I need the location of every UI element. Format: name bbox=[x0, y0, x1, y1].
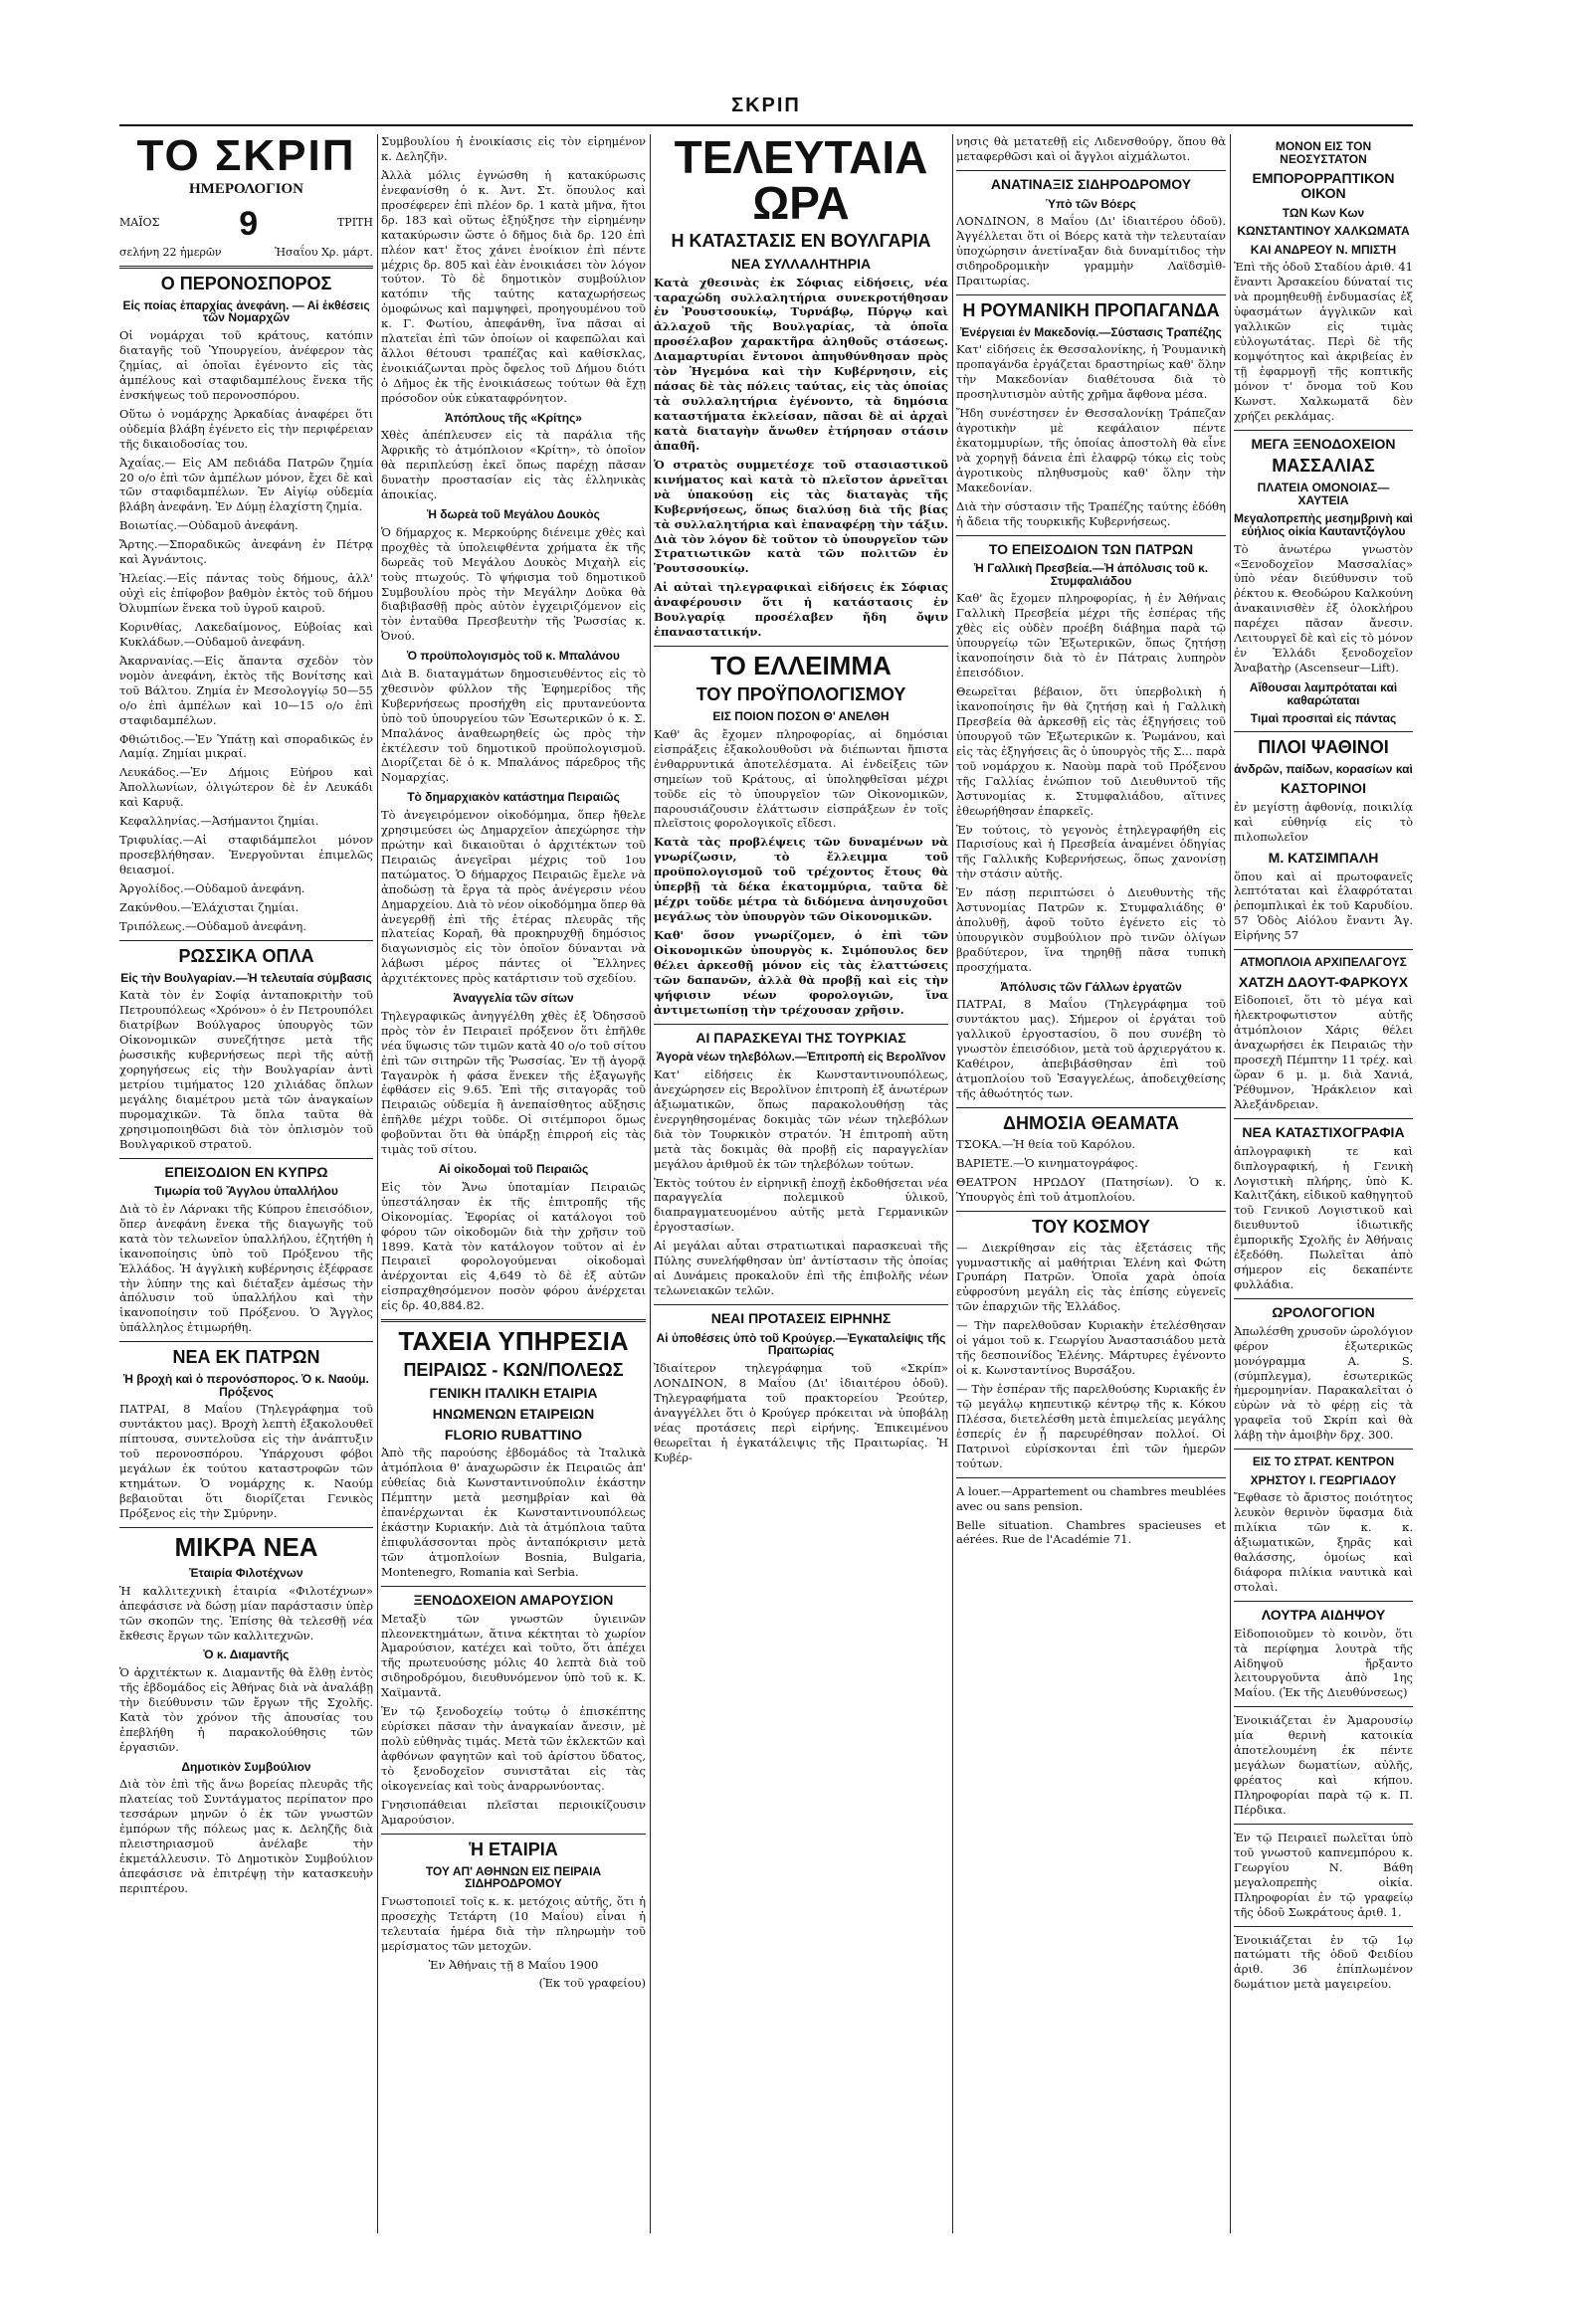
ad-line: ΚΑΣΤΟΡΙΝΟΙ bbox=[1281, 780, 1366, 797]
divider bbox=[654, 1304, 948, 1305]
divider bbox=[1234, 1118, 1413, 1119]
article-subheading: Εἰς τὴν Βουλγαρίαν.—Ἡ τελευταία σύμβασις bbox=[120, 970, 372, 985]
divider bbox=[1234, 1449, 1413, 1450]
paragraph: Συμβουλίου ἡ ἐνοικίασις εἰς τὸν εἰρημένον κ. Δεληζῆν. bbox=[381, 134, 646, 163]
ad-steamship bbox=[1234, 956, 1413, 1112]
ad-hats bbox=[1234, 738, 1413, 943]
paragraph: Αἱ αὐταὶ τηλεγραφικαὶ εἰδήσεις ἐκ Σόφιας ἀναφέρουσιν ὅτι ἡ κατάστασις ἐν Βουλγαρίᾳ προσέλαβεν ἤδη ὄψιν ἐπαναστατικήν. bbox=[654, 580, 948, 640]
article-heading: ΑΝΑΤΙΝΑΞΙΣ ΣΙΔΗΡΟΔΡΟΜΟΥ bbox=[990, 175, 1192, 192]
paragraph: Τὸ ἀνεγειρόμενον οἰκοδόμημα, ὅπερ ἤθελε χρησιμεύσει ὡς Δημαρχεῖον ἀπεχώρησε τὴν πρώτην καὶ δικαιοῦται ὁ ἀρχιτέκτων τοῦ Πειραιῶς ἀνεγεῖραι μέχρις τοῦ 1ου πατώματος. Ὁ δήμαρχος Πειραιῶς ἔμελε νὰ ἀποδώσῃ τὰ ἔργα τὰ πρὸς ἀνέγερσιν νέου Δημαρχείου. Διὰ τὸ νέον οἰκοδόμημα ὅπερ θὰ ἀνεγερθῇ ἐπὶ τῆς ἐτέρας πλευρᾶς τῆς πλατείας Κοραῆ, θὰ προκηρυχθῇ δημόσιος διαγωνισμὸς εἰς τὸν ὁποῖον δύνανται νὰ λάβωσι μέρος πάντες οἱ Ἕλληνες ἀρχιτέκτονες πρὸς κατάρτισιν τοῦ σχεδίου. bbox=[381, 807, 646, 986]
ad-line: ΤΩΝ Κων Κων bbox=[1282, 205, 1365, 220]
ad-line: Μεγαλοπρεπὴς μεσημβρινὴ καὶ εὐήλιος οἰκία Καυταντζόγλου bbox=[1234, 511, 1413, 539]
ad-line: FLORIO RUBATTINO bbox=[444, 1426, 583, 1443]
paragraph: Ἠλείας.—Εἰς πάντας τοὺς δήμους, ἀλλ' οὐχὶ εἰς ἐπίφοβον βαθμὸν ἐκτὸς τοῦ δήμου Ὀλυμπίων ἕνεκα τοῦ ὑγροῦ καιροῦ. bbox=[119, 571, 373, 615]
divider bbox=[119, 1158, 373, 1159]
article-subheading: Ἀγορὰ νέων τηλεβόλων.—Ἐπιτροπὴ εἰς Βερολῖνον bbox=[656, 1050, 946, 1065]
paragraph: Ἀπωλέσθη χρυσοῦν ὡρολόγιον φέρον ἐξωτερικῶς μονόγραμμα Α. S. (σύμπλεγμα), ἐσωτερικῶς ἡμερομηνίαν. Παρακαλεῖται ὁ εὑρὼν νὰ τὸ φέρῃ εἰς τὰ γραφεῖα τοῦ Σκρίπ καὶ θὰ λάβῃ τὴν ἀμοιβὴν δρχ. 300. bbox=[1234, 1323, 1413, 1443]
article-subheading: Τιμωρία τοῦ Ἄγγλου ὑπαλλήλου bbox=[154, 1184, 338, 1199]
article-subheading: ΤΟΥ ΠΡΟΫΠΟΛΟΓΙΣΜΟΥ bbox=[696, 684, 906, 705]
paragraph: Ἄρτης.—Σποραδικῶς ἀνεφάνη ἐν Πέτρᾳ καὶ Ἀγνάντοις. bbox=[119, 537, 373, 567]
ad-line: ΠΛΑΤΕΙΑ ΟΜΟΝΟΙΑΣ—ΧΑΥΤΕΙΑ bbox=[1257, 481, 1390, 507]
section-title: ΤΕΛΕΥΤΑΙΑ ΩΡΑ bbox=[674, 134, 928, 229]
column-divider bbox=[1230, 134, 1231, 2233]
article-subheading: ΕΙΣ ΠΟΙΟΝ ΠΟΣΟΝ Θ' ΑΝΕΛΘΗ bbox=[712, 709, 890, 724]
ad-line: ΠΙΛΟΙ ΨΑΘΙΝΟΙ bbox=[1258, 736, 1389, 757]
article-subheading: Ἐνέργειαι ἐν Μακεδονίᾳ.—Σύστασις Τραπέζης bbox=[960, 324, 1222, 339]
article-subheading: Αἱ ὑποθέσεις ὑπὸ τοῦ Κρούγερ.—Ἐγκαταλείψις τῆς Πραιτωρίας bbox=[656, 1330, 946, 1358]
divider bbox=[381, 1586, 646, 1587]
divider bbox=[956, 1211, 1226, 1212]
ad-line: ΕΙΣ ΤΟ ΣΤΡΑΤ. ΚΕΝΤΡΟΝ bbox=[1252, 1454, 1395, 1469]
divider bbox=[1234, 731, 1413, 732]
paragraph: Εἰς τὸν Ἄνω ὑποταμίαν Πειραιῶς ὑπεστάλησαν ἐκ τῆς ἐπιτροπῆς τῆς Οἰκονομίας. Ἐφορίας οἱ κατάλογοι τοῦ φόρου τῶν οἰκοδομῶν διὰ τὴν χρῆσιν τοῦ 1899. Κατὰ τὸν κατάλογον τοῦτον αἱ ἐν Πειραιεῖ φορολογούμεναι οἰκοδομαὶ ἀνέρχονται εἰς 4,649 τὸ δὲ ἐξ αὐτῶν εἰσπραχθησόμενον ποσὸν φόρου ἀνέρχεται εἰς δρ. 40,884.82. bbox=[381, 1179, 646, 1313]
article-subheading: Ἡ δωρεὰ τοῦ Μεγάλου Δουκὸς bbox=[427, 507, 600, 522]
paragraph: Κατὰ χθεσινὰς ἐκ Σόφιας εἰδήσεις, νέα ταραχώδη συλλαλητήρια συνεκροτήθησαν ἐν Ῥουστσουκίῳ, Τυρνάβῳ, Πύργῳ καὶ ἀλλαχοῦ τῆς Βουλγαρίας, τὰ ὁποῖα προσέλαβον χαρακτῆρα ἀληθοῦς στάσεως. Διαμαρτυρίαι ἔντονοι ἀπηυθύνθησαν πρὸς τὸν Ἡγεμόνα καὶ τὴν Κυβέρνησιν, εἰς πάσας δὲ τὰς πόλεις ταύτας, εἰς τὰς ὁποίας τὰ συλλαλητήρια ἐγένοντο, τὰ δημόσια καταστήματα ἐκλείσαν, πᾶσαι δὲ αἱ ἀρχαὶ κατὰ διαταγὴν ἄνωθεν ἐτήρησαν στάσιν ἀπαθῆ. bbox=[654, 275, 948, 453]
paragraph: Ἀλλὰ μόλις ἐγνώσθη ἡ κατακύρωσις ἐνεφανίσθη ὁ κ. Ἀντ. Στ. ὅπουλος καὶ προσέφερεν ἐπὶ πλέον δρ. 1 κατὰ μῆνα, ἤτοι δρ. 183 καὶ οὕτως ἐξηύξησε τὴν εἰρημένην κατακύρωσιν ὥστε ὁ δῆμος διὰ δρ. 120 ἐπὶ πλέον κατ' ἔτος χάνει ἐνοίκιον ἐπὶ πέντε μέχρις δρ. 805 καὶ ἐὰν ἐνοικιάσει τὸν λόγον τούτον. Τὸ δὲ δημοτικὸν συμβούλιον κατόπιν τῆς ταύτης καταχωρήσεως ὁμοφώνως καὶ παμψηφεὶ, προηγουμένου τοῦ κ. Γ. Φωτίου, ἀπεφάνθη, ἵνα πᾶσαι αἱ πλατεῖαι ἐπὶ τῶν ὁποίων οἱ καφεπῶλαι καὶ ἄλλοι θέτουσι τραπέζας καὶ καθίσκλας, ἐνοικιάζωνται πρὸς ὄφελος τοῦ Δήμου διότι ὁ Δῆμος ἐκ τῆς ἐνοικιάσεως τούτων θὰ ἔχῃ πρόσοδον οὐκ εὐκαταφρόνητον. bbox=[381, 167, 646, 405]
paragraph: Οἱ νομάρχαι τοῦ κράτους, κατόπιν διαταγῆς τοῦ Ὑπουργείου, ἀνέφερον τὰς ζημίας, αἱ ὁποῖαι ἐγένοντο εἰς τὰς ἀμπέλους καὶ σταφιδαμπέλους ἕνεκα τῆς ἐνσκήψεως τοῦ περονοσπόρου. bbox=[119, 328, 373, 402]
article-subheading: Ὑπὸ τῶν Βόερς bbox=[1046, 196, 1136, 211]
ad-watch bbox=[1234, 1305, 1413, 1443]
top-rule bbox=[119, 124, 1413, 126]
paragraph: Αἱ μεγάλαι αὗται στρατιωτικαὶ παρασκευαὶ τῆς Πύλης συνελήφθησαν ὑπ' ἀντίστασιν τῆς ὁποίας αἱ Δυνάμεις προκαλοῦν ἐπὶ τῆς ἐπιβολῆς νέων τελωνειακῶν τελῶν. bbox=[654, 1239, 948, 1298]
column-2 bbox=[381, 134, 646, 2233]
article-subheading: ΝΕΑ ΣΥΛΛΑΛΗΤΗΡΙΑ bbox=[730, 255, 872, 272]
paragraph: Εἰδοποιεῖ, ὅτι τὸ μέγα καὶ ἠλεκτροφωτιστον αὐτῆς ἀτμόπλοιον Χάρις θέλει ἀναχωρήσει ἐκ Πειραιῶς τὴν προσεχῆ Πέμπτην 11 τρέχ. καὶ ὥραν 6 μ. μ. διὰ Χανιά, Ῥέθυμνον, Ἡράκλειον καὶ Ἀλεξάνδρειαν. bbox=[1234, 993, 1413, 1112]
article-subheading: Ἀπόλυσις τῶν Γάλλων ἐργατῶν bbox=[1000, 979, 1182, 994]
article-subheading: Εἰς ποίας ἐπαρχίας ἀνεφάνη. — Αἱ ἐκθέσεις τῶν Νομαρχῶν bbox=[122, 297, 370, 325]
paragraph: ΛΟΝΔΙΝΟΝ, 8 Μαΐου (Δι' ἰδιαιτέρου ὁδοῦ). Ἀγγέλλεται ὅτι οἱ Βόερς κατὰ τὴν τελευταίαν ὑποχώρησιν ἀνετίναξαν διὰ δυναμίτιδος τὴν σιδηροδρομικὴν γραμμὴν Λαϊδσμὶθ-Πραιτωρίας. bbox=[956, 214, 1226, 288]
paragraph: Ὁ ἀρχιτέκτων κ. Διαμαντῆς θὰ ἔλθῃ ἐντὸς τῆς ἑβδομάδος εἰς Ἀθήνας διὰ νὰ ἀναλάβῃ τὴν διεύθυνσιν τῶν ἔργων τῆς Σχολῆς. Κατὰ τὸν χρόνον τῆς ἀπουσίας του ἐπεβλήθη ἡ παρακολούθησις τῶν ἐργασιῶν. bbox=[119, 1665, 373, 1754]
signature: Ἐν Ἀθήναις τῇ 8 Μαΐου 1900 bbox=[428, 1957, 599, 1972]
paragraph: Κατ' εἰδήσεις ἐκ Θεσσαλονίκης, ἡ Ῥουμανικὴ προπαγάνδα ἐργάζεται δραστηρίως καθ' ὅλην τὴν Μακεδονίαν διαθέτουσα διὰ τὸ προσηλυτισμὸν αὐτῆς χρῆμα ἄφθονα μέσα. bbox=[956, 342, 1226, 402]
paragraph: Ὁ στρατὸς συμμετέσχε τοῦ στασιαστικοῦ κινήματος καὶ κατὰ τὸ πλεῖστον ἀρνεῖται νὰ ὑπακούσῃ εἰς τὰς διαταγὰς τῆς Κυβερνήσεως, ὅπως διαλύσῃ διὰ τῆς βίας τὰ συλλαλητήρια καὶ ἐπαναφέρῃ τὴν τάξιν. Διὰ τὸν λόγον δὲ τοῦτον τὸ ὑπουργεῖον τῶν Στρατιωτικῶν κατὰ τῶν πολιτῶν ἐν Ῥουτσσουκίῳ. bbox=[654, 457, 948, 576]
paragraph: Τηλεγραφικῶς ἀνηγγέλθη χθὲς ἐξ Ὀδησσοῦ πρὸς τὸν ἐν Πειραιεῖ πρόξενον ὅτι ἐπῆλθε νέα ὕψωσις τῶν τιμῶν κατὰ 40 ο/ο τοῦ σίτου ἐπὶ τῶν σιτηρῶν τῆς Ῥωσσίας. Ἐν τῇ ἀγορᾷ Ταγανρὸκ ἡ φάσα ἕνεκεν τῆς ἐξαγωγῆς ἐφθάσεν εἰς 9.65. Ἐπὶ τῆς σιταγορᾶς τοῦ Πειραιῶς οὐδεμία ἢ ἀνεπαίσθητος αὔξησις ἐπῆλθε μέχρι τοῦδε. Οἱ σιτέμποροι ὅμως φοβοῦνται ὅτι θὰ ὑπάρξῃ ἐπιρροή εἰς τὰς τιμὰς τοῦ σίτου. bbox=[381, 1008, 646, 1157]
ad-line: ΓΕΝΙΚΗ ΙΤΑΛΙΚΗ ΕΤΑΙΡΙΑ bbox=[429, 1385, 598, 1402]
paragraph: Ἐν τῷ Πειραιεῖ πωλεῖται ὑπὸ τοῦ γνωστοῦ καπνεμπόρου κ. Γεωργίου Ν. Βάθη μεγαλοπρεπὴς οἰκία. Πληροφορίαι ἐν τῷ γραφείῳ τῆς ὁδοῦ Σωκράτους ἀριθ. 1. bbox=[1234, 1830, 1413, 1919]
paragraph: Καθ' ὅσον γνωρίζομεν, ὁ ἐπὶ τῶν Οἰκονομικῶν ὑπουργὸς κ. Σιμόπουλος δεν θέλει ἀρκεσθῇ μόνον εἰς τὰς ἐλαττώσεις τῶν δαπανῶν, ἀλλὰ θὰ προβῇ καὶ εἰς τὴν ψήφισιν νέων φορολογιῶν, ἵνα ἀντιμετωπίσῃ τὴν τρέχουσαν χρῆσιν. bbox=[654, 928, 948, 1017]
ad-line: ΝΕΑ ΚΑΤΑΣΤΙΧΟΓΡΑΦΙΑ bbox=[1242, 1123, 1405, 1140]
divider bbox=[956, 535, 1226, 536]
article-subheading: Ἑταιρία Φιλοτέχνων bbox=[189, 1566, 303, 1581]
paragraph: Ἐνοικιάζεται ἐν τῷ 1ῳ πατώματι τῆς ὁδοῦ Φειδίου ἀριθ. 36 ἐπίπλωμένον δωμάτιον μετὰ μαγειρείου. bbox=[1234, 1932, 1413, 1992]
paragraph: ΤΣΟΚΑ.—Ἡ θεία τοῦ Καρόλου. bbox=[956, 1136, 1135, 1151]
divider bbox=[654, 1024, 948, 1025]
saint: Ἡσαΐου Χρ. μάρτ. bbox=[275, 245, 373, 259]
paragraph: Τριπόλεως.—Οὐδαμοῦ ἀνεφάνη. bbox=[119, 918, 306, 933]
paragraph: Διὰ τὸ ἐν Λάρνακι τῆς Κύπρου ἐπεισόδιον, ὅπερ ἀνεφάνη ἕνεκα τῆς διαγωγῆς τοῦ κατὰ τὸν τελωνεῖον ὑπαλλήλου, ἐζητήθη ἡ ἱκανοποίησις ὑπὸ τοῦ Πρόξενου τῆς Ἑλλάδος. Ἡ ἀγγλικὴ κυβέρνησις ἐξέφρασε τὴν λύπην της καὶ διέταξεν ἀμέσως τὴν ἀπόλυσιν τοῦ ὑπαλλήλου καὶ τὴν ἱκανοποίησιν τοῦ Πρόξενου. Ὁ Ἄγγλος ὑπάλληλος ἐτιμωρήθη. bbox=[119, 1201, 373, 1335]
article-heading: ΡΩΣΣΙΚΑ ΟΠΛΑ bbox=[178, 945, 314, 966]
paragraph: A louer.—Appartement ou chambres meublées avec ou sans pension. bbox=[956, 1483, 1226, 1513]
divider bbox=[119, 1527, 373, 1528]
paragraph: Γνησιοπάθειαι πλεῖσται περιοικίζουσιν Ἀμαρούσιον. bbox=[381, 1797, 646, 1827]
article-heading: Ἡ ΕΤΑΙΡΙΑ bbox=[469, 1839, 558, 1859]
column-4 bbox=[956, 134, 1226, 2233]
paragraph: ἐν μεγίστῃ ἀφθονίᾳ, ποικιλίᾳ καὶ εὐθηνίᾳ εἰς τὸ πιλοπωλεῖον bbox=[1234, 800, 1413, 844]
paragraph: Καθ' ἃς ἔχομεν πληροφορίας, αἱ δημόσιαι εἰσπράξεις ἐξακολουθοῦσι νὰ διέπωνται ἤπιστα ἐνθαρρυντικά ἀποτελέσματα. Αἱ ἐνδείξεις τῶν σημείων τοῦ Κράτους, αἱ ὑποληφθεῖσαι μέχρι τοῦδε εἰς τὸ ὑπουργεῖον τῶν Οἰκονομικῶν, παρουσιάζουσιν ἐλάττωσιν εἰσπράξεων ἐν τοῖς πλεῖστοις φορολογικοῖς εἴδεσι. bbox=[654, 726, 948, 831]
ad-line: Αἴθουσαι λαμπρόταται καὶ καθαρώταται bbox=[1249, 680, 1398, 707]
paragraph: Ἀκαρνανίας.—Εἰς ἅπαντα σχεδὸν τὸν νομὸν ἀνεφάνη, ἐκτὸς τῆς Βονίτσης καὶ τοῦ Βάλτου. Ζημία ἐν Μεσολογγίῳ 50—55 ο/ο ἐπὶ ἀμπέλων καὶ 10—15 ο/ο ἐπὶ σταφιδαμπέλων. bbox=[119, 653, 373, 727]
paragraph: Ἀργολίδος.—Οὐδαμοῦ ἀνεφάνη. bbox=[119, 880, 305, 895]
paragraph: ΠΑΤΡΑΙ, 8 Μαΐου (Τηλεγράφημα τοῦ συντάκτου μας). Σήμερον οἱ ἐργάται τοῦ γαλλικοῦ ἐργοστασίου, ὃ που συνέβη τὸ γνωστὸν ἐπεισόδιον, μετὰ τοῦ ἀρχιεργάτου κ. Καθέιρον, ἀπεβιβάσθησαν ἐπὶ τοῦ ἀτμοπλοίου τοῦ Ἐσαγγελέως, ἀποδειχθείσης τῆς ἀθωότητός των. bbox=[956, 997, 1226, 1101]
paragraph: Μεταξὺ τῶν γνωστῶν ὑγιεινῶν πλεονεκτημάτων, ἅτινα κέκτηται τὸ χωρίον Ἀμαρούσιον, κατέχει καὶ τοῦτο, ὅτι ἀπέχει τῆς πρωτευούσης μόλις 40 λεπτὰ διὰ τοῦ σιδηροδρόμου, διευθυνόμενον ὑπὸ τοῦ κ. Κ. Χαϊμαντᾶ. bbox=[381, 1611, 646, 1700]
article-heading: ΜΙΚΡΑ ΝΕΑ bbox=[174, 1531, 318, 1562]
divider bbox=[119, 266, 373, 269]
divider bbox=[1234, 949, 1413, 950]
paragraph: Χθὲς ἀπέπλευσεν εἰς τὰ παράλια τῆς Ἀφρικῆς τὸ ἀτμόπλοιον «Κρίτη», τὸ ὁποῖον θὰ περιπλεύσῃ ἐκεῖ ὅπως παρέχῃ πᾶσαν δυνατὴν προστασίαν εἰς τὰς ἑλληνικὰς ἀποικίας. bbox=[381, 428, 646, 502]
paragraph: Διὰ Β. διαταγμάτων δημοσιευθέντος εἰς τὸ χθεσινὸν φύλλον τῆς Ἐφημερίδος τῆς Κυβερνήσεως προσήχθη εἰς πρυτανεύοντα ὑπὸ τοῦ ὑπουργείου τῶν Ἐσωτερικῶν ὁ κ. Σ. Μπαλάνος ἀναθεωρηθείς ὡς πρὸς τὴν ἐκτέλεσιν τοῦ δημοτικοῦ προϋπολογισμοῦ. Διορίζεται δὲ ὁ κ. Μπαλάνος πάρεδρος τῆς Νομαρχίας. bbox=[381, 666, 646, 785]
article-subheading: Ὁ προϋπολογισμὸς τοῦ κ. Μπαλάνου bbox=[407, 649, 620, 664]
article-heading: ΝΕΑ ΕΚ ΠΑΤΡΩΝ bbox=[172, 1347, 320, 1368]
paragraph: Ἀχαΐας.— Εἰς ΑΜ πεδιάδα Πατρῶν ζημία 20 ο/ο ἐπὶ τῶν ἀμπέλων μόνον, ἔχει δὲ καὶ τῶν σταφιδαμπέλων. Ἐν Αἰγίῳ οὐδεμία βλάβη ἀνεφάνη. Ἐν Δύμῃ ἐλαχίστη ζημία. bbox=[119, 455, 373, 514]
article-heading: Ο ΠΕΡΟΝΟΣΠΟΡΟΣ bbox=[160, 273, 332, 293]
article-heading: ΕΠΕΙΣΟΔΙΟΝ ΕΝ ΚΥΠΡΩ bbox=[164, 1163, 328, 1180]
weekday: ΤΡΙΤΗ bbox=[336, 216, 373, 230]
paragraph: Ζακύνθου.—Ἐλάχισται ζημίαι. bbox=[119, 899, 299, 914]
newspaper-page bbox=[119, 95, 1413, 2233]
paragraph: — Διεκρίθησαν εἰς τὰς ἐξετάσεις τῆς γυμναστικῆς αἱ μαθήτριαι Ἑλένη καὶ Φώτη Γρυπάρη Πατρῶν. Ὁποῖα χαρὰ ὁποία εὐφροσύνη μεγάλη εἰς τὰς ἐπίσης εὐγενεῖς τῶν ἐπαρχιῶν τῆς Ἑλλάδος. bbox=[956, 1240, 1226, 1314]
ad-hotel bbox=[1234, 437, 1413, 725]
paragraph: Διὰ τὸν ἐπὶ τῆς ἄνω βορείας πλευρᾶς τῆς πλατείας τοῦ Συντάγματος περίπατον προ τεσσάρων μηνῶν ὁ ἐκ τῶν γνωστῶν ἐμπόρων τῆς πόλεως μας κ. Δεληζῆς διὰ πλειστηριασμοῦ ἀνέλαβε τὴν ἐκμετάλλευσιν. Τὸ Δημοτικὸν Συμβούλιον ἀπεφάσισε νὰ ἐπιτρέψῃ τὴν κατασκευὴν περιπτέρου. bbox=[119, 1777, 373, 1895]
article-heading: ΤΟ ΕΛΛΕΙΜΜΑ bbox=[710, 651, 892, 681]
masthead-title: ΤΟ ΣΚΡΙΠ bbox=[136, 134, 356, 180]
divider bbox=[1234, 1926, 1413, 1927]
paragraph: ΘΕΑΤΡΟΝ ΗΡΩΔΟΥ (Πατησίων). Ὁ κ. Ὑπουργὸς ἐπὶ τοῦ ἀτμοπλοίου. bbox=[956, 1174, 1226, 1204]
divider bbox=[381, 1319, 646, 1322]
ad-line: Τιμαὶ προσιταὶ εἰς πάντας bbox=[1250, 711, 1397, 726]
article-heading: ΑΙ ΠΑΡΑΣΚΕΥΑΙ ΤΗΣ ΤΟΥΡΚΙΑΣ bbox=[696, 1029, 906, 1046]
paragraph: Γνωστοποιεῖ τοῖς κ. κ. μετόχοις αὐτῆς, ὅτι ἡ προσεχὴς Τετάρτη (10 Μαΐου) εἶναι ἡ τελευταία ἡμέρα διὰ τὴν πληρωμὴν τοῦ μερίσματος τῶν μετοχῶν. bbox=[381, 1893, 646, 1953]
paragraph: Εἰδοποιοῦμεν τὸ κοινὸν, ὅτι τὰ περίφημα λουτρὰ τῆς Αἰδηψοῦ ἤρξαντο λειτουργοῦντα ἀπὸ 1ης Μαΐου. (Ἐκ τῆς Διευθύνσεως) bbox=[1234, 1626, 1413, 1700]
article-subheading: Ἡ Γαλλικὴ Πρεσβεία.—Ἡ ἀπόλυσις τοῦ κ. Στυμφαλιάδου bbox=[973, 561, 1209, 588]
article-heading: ΤΟΥ ΚΟΣΜΟΥ bbox=[1032, 1216, 1150, 1237]
date-row bbox=[119, 202, 373, 246]
article-heading: ΞΕΝΟΔΟΧΕΙΟΝ ΑΜΑΡΟΥΣΙΟΝ bbox=[413, 1591, 614, 1608]
paragraph: Λευκάδος.—Ἐν Δήμοις Εὐήρου καὶ Ἀπολλωνίων, ὀλιγώτερον δὲ ἐν Λευκάδι καὶ Καρυᾷ. bbox=[119, 765, 373, 810]
article-subheading: Ὁ κ. Διαμαντῆς bbox=[203, 1647, 290, 1662]
paragraph: Κατὰ τὸν ἐν Σοφίᾳ ἀνταποκριτὴν τοῦ Πετρουπόλεως «Χρόνου» ὁ ἐν Πετρουπόλει διατρίβων Βούλγαρος ὑπουργὸς τῶν Οἰκονομικῶν συνεζήτησε μετὰ τῆς ῥωσσικῆς κυβερνήσεως περὶ τῆς αὐτῇ χορηγήσεως εἰς τὴν Βουλγαρίαν ἀντὶ μετρίου τιμήματος 120 χιλιάδας ὅπλων μεγάλης διαμέτρου μετὰ τῶν ἀναγκαίων πυρομαχικῶν. Τὰ ὅπλα ταῦτα θὰ χρησιμοποιηθῶσι διὰ τὸν ὁπλισμὸν τοῦ Βουλγαρικοῦ στρατοῦ. bbox=[119, 988, 373, 1151]
paragraph: ΠΑΤΡΑΙ, 8 Μαΐου (Τηλεγράφημα τοῦ συντάκτου μας). Βροχὴ λεπτὴ ἐξακολουθεῖ πίπτουσα, συντελοῦσα εἰς τὴν ἀνάπτυξιν τοῦ περονοσπόρου. Ὑπάρχουσι φόβοι μεγάλων ἐκ τούτου καταστροφῶν τῶν κτημάτων. Ὁ νομάρχης κ. Ναούμ βεβαιοῦται ὅτι διορίζεται Γενικὸς Πρόξενος εἰς τὴν Σμύρνην. bbox=[119, 1402, 373, 1520]
ad-line: Μ. ΚΑΤΣΙΜΠΑΛΗ bbox=[1268, 849, 1379, 866]
article-heading: ΔΗΜΟΣΙΑ ΘΕΑΜΑΤΑ bbox=[1003, 1113, 1179, 1134]
paragraph: Ἡ καλλιτεχνικὴ ἑταιρία «Φιλοτέχνων» ἀπεφάσισε νὰ δώσῃ μίαν παράστασιν ὑπὲρ τῶν σκοπῶν της. Ἐπίσης θὰ τελεσθῇ νέα ἔκθεσις ἔργων τῶν καλλιτεχνῶν. bbox=[119, 1583, 373, 1643]
ad-line: ΩΡΟΛΟΓΟΓΙΟΝ bbox=[1272, 1304, 1375, 1321]
column-3 bbox=[654, 134, 948, 2233]
divider bbox=[956, 294, 1226, 295]
ad-line: ΜΕΓΑ ΞΕΝΟΔΟΧΕΙΟΝ bbox=[1251, 435, 1396, 452]
paragraph: Βοιωτίας.—Οὐδαμοῦ ἀνεφάνη. bbox=[119, 518, 298, 533]
ad-line: ΜΟΝΟΝ ΕΙΣ ΤΟΝ ΝΕΟΣΥΣΤΑΤΟΝ bbox=[1275, 139, 1372, 166]
paragraph: ΒΑΡΙΕΤΕ.—Ὁ κινηματογράφος. bbox=[956, 1155, 1138, 1170]
article-subheading: Δημοτικὸν Συμβούλιον bbox=[181, 1759, 311, 1774]
moon: σελήνη 22 ἡμερῶν bbox=[119, 245, 222, 259]
paragraph: Belle situation. Chambres spacieuses et aérées. Rue de l'Académie 71. bbox=[956, 1517, 1226, 1547]
article-subheading: ΤΟΥ ΑΠ' ΑΘΗΝΩΝ ΕΙΣ ΠΕΙΡΑΙΑ ΣΙΔΗΡΟΔΡΟΜΟΥ bbox=[425, 1863, 602, 1891]
paragraph: Θεωρεῖται βέβαιον, ὅτι ὑπερβολικὴ ἡ ἱκανοποίησις ἣν θὰ ζητήσῃ καὶ ἡ Γαλλικὴ Πρεσβεία θὰ ἀρκεσθῇ εἰς τὰς ἐξηγήσεις τοῦ ὑπουργοῦ τῶν Ἐξωτερικῶν κ. Ῥωμάνου, καὶ εἰς τὰς ἐξηγήσεις ἃς ὁ ὑπουργὸς τῆς Σ... παρὰ τοῦ νομάρχου κ. Ναοὺμ παρὰ τοῦ Πρόξενου τῆς Γαλλίας ἐνώπιον τοῦ Διευθυντοῦ τῆς Ἀστυνομίας κ. Στυμφαλιάδου, αἵτινες ἐθεωρήθησαν ἐπαρκεῖς. bbox=[956, 684, 1226, 818]
paragraph: Διὰ τὴν σύστασιν τῆς Τραπέζης ταύτης ἐδόθη ἡ ἄδεια τῆς τουρκικῆς Κυβερνήσεως. bbox=[956, 498, 1226, 528]
date-row-2 bbox=[119, 246, 373, 260]
divider bbox=[956, 170, 1226, 171]
paragraph: Κεφαλληνίας.—Ἀσήμαντοι ζημίαι. bbox=[119, 814, 319, 829]
article-subheading: Ἡ βροχὴ καὶ ὁ περονόσπορος. Ὁ κ. Ναούμ. Πρόξενος bbox=[123, 1372, 369, 1399]
paragraph: Ἐνοικιάζεται ἐν Ἀμαρουσίῳ μία θερινὴ κατοικία ἀποτελουμένη ἐκ πέντε μεγάλων δωματίων, αὐλῆς, φρέατος καὶ κήπου. Πληροφορίαι παρὰ τῷ κ. Π. Πέρδικα. bbox=[1234, 1713, 1413, 1817]
paragraph: Ἐν τούτοις, τὸ γεγονὸς ἐτηλεγραφήθη εἰς Παρισίους καὶ ἡ Πρεσβεία ἀναμένει ὁδηγίας τῆς Γαλλικῆς Κυβερνήσεως, ὅπως χανονίσῃ τὴν στάσιν αὐτῆς. bbox=[956, 822, 1226, 881]
divider bbox=[956, 1477, 1226, 1478]
running-head: ΣΚΡΙΠ bbox=[731, 95, 801, 116]
article-subheading: Ἀναγγελία τῶν σίτων bbox=[453, 991, 574, 1006]
divider bbox=[1234, 1824, 1413, 1825]
ad-baths bbox=[1234, 1608, 1413, 1700]
ad-line: ΕΜΠΟΡΟΡΡΑΠΤΙΚΟΝ ΟΙΚΟΝ bbox=[1252, 170, 1395, 201]
divider bbox=[119, 1341, 373, 1342]
column-divider bbox=[377, 134, 378, 2233]
ad-line: ΚΑΙ ΑΝΔΡΕΟΥ Ν. ΜΠΙΣΤΗ bbox=[1250, 242, 1397, 257]
paragraph: Ἔφθασε τὸ ἄριστος ποιότητος λευκὸν θερινὸν ὕφασμα διὰ πιλίκια τῶν κ. κ. ἀξιωματικῶν, ξηρᾶς καὶ θαλάσσης, ὁμοίως καὶ διάφορα πιλίκια ναυτικὰ καὶ στολαὶ. bbox=[1234, 1490, 1413, 1595]
paragraph: Ἐν τῷ ξενοδοχείῳ τούτῳ ὁ ἐπισκέπτης εὑρίσκει πᾶσαν τὴν ἀναγκαίαν ἄνεσιν, μὲ πολὺ εὐθηνὰς τιμάς. Μετὰ τῶν ἐκλεκτῶν καὶ ἀφθόνων φαγητῶν καὶ τοῦ ἀρίστου ὕδατος, τὸ ξενοδοχεῖον συνιστᾶται εἰς τὰς οἰκογενείας καὶ τοὺς ἀναρρωνύοντας. bbox=[381, 1704, 646, 1793]
paragraph: Ἐν πάσῃ περιπτώσει ὁ Διευθυντὴς τῆς Ἀστυνομίας Πατρῶν κ. Στυμφαλιάδης θ' ἀπολυθῇ, ἀφοῦ τοῦτο ἐγένετο εἰς τὸ ὑπουργικὸν συμβούλιον πρὸ τινῶν ὀλίγων βραδύτερον, ἵνα τηρηθῇ πᾶσα τυπικὴ προσχήματα. bbox=[956, 885, 1226, 974]
ad-line: ΧΑΤΖΗ ΔΑΟΥΤ-ΦΑΡΚΟΥΧ bbox=[1238, 973, 1409, 990]
ad-line: ΚΩΝΣΤΑΝΤΙΝΟΥ ΧΑΛΚΩΜΑΤΑ bbox=[1237, 224, 1410, 239]
article-subheading: Αἱ οἰκοδομαὶ τοῦ Πειραιῶς bbox=[438, 1162, 589, 1177]
ad-line: ΠΕΙΡΑΙΩΣ - ΚΩΝ/ΠΟΛΕΩΣ bbox=[403, 1360, 624, 1381]
ad-line: ΑΤΜΟΠΛΟΙΑ ΑΡΧΙΠΕΛΑΓΟΥΣ bbox=[1240, 955, 1407, 970]
paragraph: Τριφυλίας.—Αἱ σταφιδάμπελοι μόνον προσεβλήθησαν. Ἐνεργοῦνται ἐπιμελῶς θειασμοί. bbox=[119, 833, 373, 876]
article-heading: ΝΕΑΙ ΠΡΟΤΑΣΕΙΣ ΕΙΡΗΝΗΣ bbox=[710, 1310, 892, 1327]
article-heading: ΤΟ ΕΠΕΙΣΟΔΙΟΝ ΤΩΝ ΠΑΤΡΩΝ bbox=[988, 540, 1194, 557]
ad-tailor bbox=[1234, 140, 1413, 424]
paragraph: Κορινθίας, Λακεδαίμονος, Εὐβοίας καὶ Κυκλάδων.—Οὐδαμοῦ ἀνεφάνη. bbox=[119, 619, 373, 649]
day-number: 9 bbox=[239, 204, 259, 243]
divider bbox=[119, 940, 373, 941]
divider bbox=[1234, 430, 1413, 431]
month: ΜΑΪΟΣ bbox=[119, 216, 160, 230]
divider bbox=[654, 646, 948, 647]
divider bbox=[1234, 1601, 1413, 1602]
masthead bbox=[119, 134, 373, 260]
column-divider bbox=[650, 134, 651, 2233]
divider bbox=[1234, 1298, 1413, 1299]
paragraph: — Τὴν ἐσπέραν τῆς παρελθούσης Κυριακῆς ἐν τῷ μεγάλῳ κηπευτικῷ κέντρῳ τῆς κ. Κόκου Πλέσσα, διετελέσθη μετὰ ἐπιμελείας μεγάλης ἑσπερίς ἐν ᾗ παρευρέθησαν πολλοί. Οἱ Πατρινοὶ εὐρίσκονται ἐπὶ τῶν ἡμερῶν τούτων. bbox=[956, 1382, 1226, 1470]
paragraph: Κατὰ τὰς προβλέψεις τῶν δυναμένων νὰ γνωρίζωσιν, τὸ ἔλλειμμα τοῦ προϋπολογισμοῦ τοῦ τρέχοντος ἔτους θὰ ὑπερβῇ τὰ δέκα ἑκατομμύρια, ταῦτα δὲ μέχρι τοῦδε μέτρα τὰ διδόμενα ἀνησυχοῦσι μεγάλως τὸν ὑπουργὸν τῶν Οἰκονομικῶν. bbox=[654, 835, 948, 924]
ad-line: ΛΟΥΤΡΑ ΑΙΔΗΨΟΥ bbox=[1261, 1606, 1386, 1623]
paragraph: Κατ' εἰδήσεις ἐκ Κωνσταντινουπόλεως, ἀνεχώρησεν εἰς Βερολῖνον ἐπιτροπὴ ἐξ ἀνωτέρων ἀξιωματικῶν, ὅπως παρακολουθήσῃ τὰς ἐνεργηθησομένας δοκιμὰς τῶν νέων τηλεβόλων διὰ τὸν Τουρκικὸν στρατόν. Ἡ ἐπιτροπὴ αὕτη μετὰ τὰς δοκιμὰς θὰ προβῇ εἰς παραγγελίαν μεγάλου ἀριθμοῦ ἐκ τῶν τηλεβόλων τούτων. bbox=[654, 1066, 948, 1171]
paragraph: Ἤδη συνέστησεν ἐν Θεσσαλονίκῃ Τράπεζαν ἀγροτικὴν μὲ κεφάλαιον πέντε ἑκατομμυρίων, τῆς ὁποίας ἀποστολὴ θὰ εἶνε νὰ χορηγῇ δάνεια ἐπὶ ἐλαφρῷ τόκῳ εἰς τοὺς ἀγροτικοὺς πληθυσμοὺς καθ' ὅλην τὴν Μακεδονίαν. bbox=[956, 406, 1226, 494]
divider bbox=[956, 1107, 1226, 1108]
paragraph: ἁπλογραφικὴ τε καὶ διπλογραφική, ἡ Γενικὴ Λογιστικὴ πλήρης, ὑπὸ Κ. Καλιτζάκη, εἰδικοῦ καθηγητοῦ τοῦ Γενικοῦ Λογιστικοῦ καὶ διευθυντοῦ ἰδιωτικῆς ἐμπορικῆς Σχολῆς ἐν Ἀθήναις ἐξεδόθη. Πωλεῖται ἀπὸ σήμερον εἰς δεκαπέντε φυλλάδια. bbox=[1234, 1143, 1413, 1292]
divider bbox=[381, 1834, 646, 1835]
ad-line: ΗΝΩΜΕΝΩΝ ΕΤΑΙΡΕΙΩΝ bbox=[432, 1406, 595, 1423]
ad-military bbox=[1234, 1455, 1413, 1595]
ad-line: ΜΑΣΣΑΛΙΑΣ bbox=[1272, 456, 1375, 477]
paragraph: ὅπου καὶ αἱ πρωτοφανεῖς λεπτόταται καὶ ἐλαφρόταται ῥεπομπλικαὶ ἐκ τοῦ Καρυδίου. 57 Ὁδὸς Αἰόλου ἔναντι Ἁγ. Εἰρήνης 57 bbox=[1234, 869, 1413, 943]
paragraph: Οὕτω ὁ νομάρχης Ἀρκαδίας ἀναφέρει ὅτι οὐδεμία βλάβη ἐγένετο εἰς τὴν περιφέρειαν τῆς δικαιοδοσίας του. bbox=[119, 406, 373, 451]
shipping-ad bbox=[381, 1328, 646, 1580]
column-1 bbox=[119, 134, 373, 2233]
article-subheading: Τὸ δημαρχιακὸν κατάστημα Πειραιῶς bbox=[407, 790, 620, 805]
ad-line: ἀνδρῶν, παίδων, κορασίων καὶ bbox=[1234, 761, 1413, 776]
ad-title: ΤΑΧΕΙΑ ΥΠΗΡΕΣΙΑ bbox=[398, 1326, 629, 1357]
masthead-subtitle: ΗΜΕΡΟΛΟΓΙΟΝ bbox=[189, 181, 303, 197]
article-heading: Η ΚΑΤΑΣΤΑΣΙΣ ΕΝ ΒΟΥΛΓΑΡΙΑ bbox=[671, 231, 931, 251]
paragraph: Καθ' ἃς ἔχομεν πληροφορίας, ἡ ἐν Ἀθήναις Γαλλικὴ Πρεσβεία μέχρι τῆς ἑσπέρας τῆς χθὲς εἰς οὐδὲν προέβη διάβημα παρὰ τῷ ὑπουργείῳ τῶν Ἐξωτερικῶν, ὅπως ζητήσῃ ἱκανοποίησιν διὰ τὸ ἐν Πάτραις λυπηρὸν ἐπεισόδιον. bbox=[956, 591, 1226, 680]
paragraph: νησις θὰ μετατεθῇ εἰς Λιδενσθούργ, ὅπου θὰ μεταφερθῶσι καὶ οἱ ἄγγλοι αἰχμάλωτοι. bbox=[956, 134, 1226, 163]
paragraph: Ὁ δήμαρχος κ. Μερκούρης διένειμε χθὲς καὶ προχθὲς τὰ ὑπολειφθέντα χρήματα ἐκ τῆς δωρεᾶς τοῦ Μεγάλου Δουκὸς Μιχαὴλ εἰς τοὺς πτωχούς. Τὸ ψήφισμα τοῦ δημοτικοῦ Συμβουλίου πρὸς τὴν Μεγάλην Δοῦκα θὰ διαβιβασθῇ πρὸς αὐτὸν ἐγχειριζόμενον εἰς τὸν ἐνταῦθα Πρεσβευτὴν τῆς Ῥωσσίας κ. Ὀνού. bbox=[381, 524, 646, 644]
paragraph: Ἐκτὸς τούτου ἐν εἰρηνικῇ ἐποχῇ ἐκδοθήσεται νέα παραγγελία πολεμικοῦ ὑλικοῦ, διαπραγματευομένου αὐτῆς μετὰ Γερμανικῶν ἐργοστασίων. bbox=[654, 1175, 948, 1235]
column-5-ads bbox=[1234, 134, 1413, 2233]
signature: (Ἐκ τοῦ γραφείου) bbox=[538, 1976, 646, 1991]
ad-line: ΧΡΗΣΤΟΥ Ι. ΓΕΩΡΓΙΑΔΟΥ bbox=[1250, 1472, 1397, 1487]
paragraph: Ἐπὶ τῆς ὁδοῦ Σταδίου ἀριθ. 41 ἔναντι Ἀρσακείου δύναταί τις νὰ προμηθευθῇ ἐνδυμασίας ἐξ ὑφασμάτων ἀγγλικῶν καὶ γαλλικῶν εἰς τιμὰς εὐλογωτάτας. Περὶ δὲ τῆς κομψότητος καὶ ἀκριβείας ἐν τῇ ἐφαρμογῇ τῆς κοπτικῆς μόνον τ' ὄνομα τοῦ Κου Κωνστ. Χαλκωματᾶ δὲν χρήζει ρεκλάμας. bbox=[1234, 260, 1413, 423]
paragraph: Ἰδιαίτερον τηλεγράφημα τοῦ «Σκρίπ» ΛΟΝΔΙΝΟΝ, 8 Μαΐου (Δι' ἰδιαιτέρου ὁδοῦ). Τηλεγραφήματα τοῦ πρακτορείου Ῥεούτερ, ἀναγγέλλει ὅτι ὁ Κρούγερ πρόκειται νὰ ὑποβάλῃ νέας προτάσεις περὶ εἰρήνης. Ἐπικειμένου θεωρεῖται ἡ ἐγκατάλειψις τῆς Πραιτωρίας. Ἡ Κυβέρ- bbox=[654, 1360, 948, 1464]
paragraph: — Τὴν παρελθοῦσαν Κυριακὴν ἐτελέσθησαν οἱ γάμοι τοῦ κ. Γεωργίου Ἀναστασιάδου μετὰ τῆς δεσποινίδος Ἑλένης. Μάρτυρες ἐγένοντο οἱ κ. Κωνσταντίνος Βυρσάξου. bbox=[956, 1318, 1226, 1378]
article-heading: Η ΡΟΥΜΑΝΙΚΗ ΠΡΟΠΑΓΑΝΔΑ bbox=[962, 299, 1220, 320]
ad-bookkeeping bbox=[1234, 1125, 1413, 1292]
article-subheading: Ἀπόπλους τῆς «Κρίτης» bbox=[445, 410, 582, 425]
column-divider bbox=[952, 134, 953, 2233]
paragraph: Τὸ ἀνωτέρω γνωστὸν «Ξενοδοχεῖον Μασσαλίας» ὑπὸ νέαν διεύθυνσιν τοῦ ῥέκτου κ. Θεοδώρου Καλκούνη ἀνακαινισθὲν ἐξ ὁλοκλήρου παρέχει πᾶσαν ἄνεσιν. Λειτουργεῖ δὲ καὶ εἰς τὸ μόνον ἐν Ἑλλάδι ξενοδοχεῖον Ἀναβατὴρ (Ascenseur—Lift). bbox=[1234, 541, 1413, 676]
divider bbox=[1234, 1706, 1413, 1707]
paragraph: Ἀπὸ τῆς παρούσης ἑβδομάδος τὰ Ἰταλικὰ ἀτμόπλοια θ' ἀναχωρῶσιν ἐκ Πειραιῶς ἀπ' εὐθείας διὰ Κωνσταντινούπολιν ἑκάστην Πέμπτην μετὰ μεσημβρίαν καὶ θὰ ἐπανέρχωνται ἐκ Κωνσταντινουπόλεως ἑκάστην Κυριακήν. Διὰ τὰ ἀτμόπλοια ταῦτα ἐπιφυλάσσονται πρὸς ἀνταπόκρισιν μετὰ τῶν ἀτμοπλοίων Bosnia, Bulgaria, Montenegro, Romania καὶ Serbia. bbox=[381, 1446, 646, 1579]
paragraph: Φθιώτιδος.—Ἐν Ὑπάτῃ καὶ σποραδικῶς ἐν Λαμίᾳ. Ζημίαι μικραί. bbox=[119, 731, 373, 761]
